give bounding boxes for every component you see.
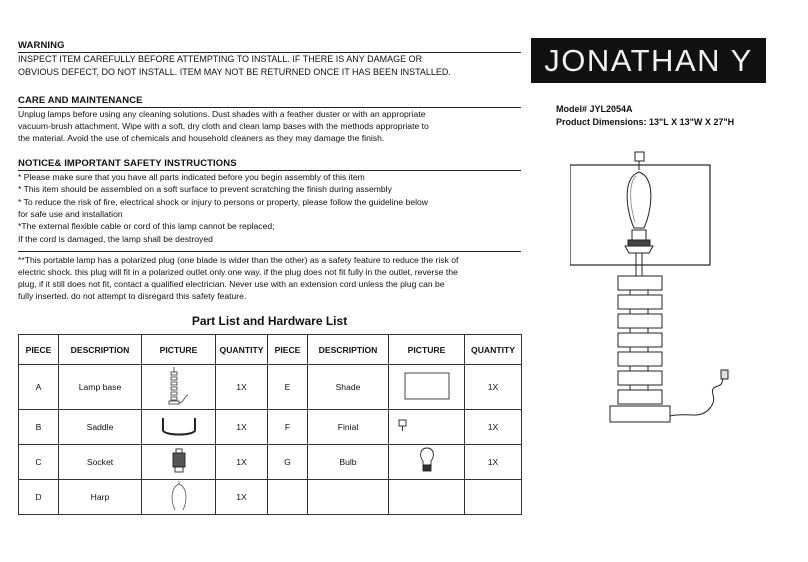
piece-cell: D	[19, 480, 59, 515]
parts-table	[18, 334, 522, 515]
saddle-icon	[159, 414, 199, 438]
care-line-2: vacuum-brush attachment. Wipe with a soft, dry cloth and clean lamp bases with the methods appropriate to	[18, 121, 429, 131]
warning-title: WARNING	[18, 40, 65, 51]
piece-cell: E	[268, 365, 308, 410]
piece-cell: A	[19, 365, 59, 410]
care-line-1: Unplug lamps before using any cleaning solutions. Dust shades with a feather duster or with an appropriate	[18, 109, 426, 119]
quantity-cell: 1X	[216, 410, 268, 445]
quantity-cell: 1X	[465, 445, 522, 480]
description-cell: Saddle	[59, 410, 142, 445]
harp-icon	[168, 480, 190, 512]
header-quantity: QUANTITY	[216, 335, 268, 365]
description-cell: Socket	[59, 445, 142, 480]
parts-title: Part List and Hardware List	[191, 314, 348, 328]
plug-note-line-3: plug, if it still does not fit, contact a qualified electrician. Never use with an extension cord unless the plug can be	[18, 279, 445, 289]
piece-cell: B	[19, 410, 59, 445]
quantity-cell: 1X	[465, 365, 522, 410]
notice-line-1: * Please make sure that you have all parts indicated before you begin assembly of this item	[18, 172, 365, 182]
header-piece: PIECE	[19, 335, 59, 365]
picture-cell	[389, 480, 465, 515]
table-row	[19, 445, 522, 480]
finial-icon	[397, 419, 409, 433]
description-cell: Bulb	[308, 445, 389, 480]
picture-cell	[389, 365, 465, 410]
divider	[18, 251, 521, 252]
picture-cell	[142, 480, 216, 515]
quantity-cell: 1X	[216, 480, 268, 515]
piece-cell: G	[268, 445, 308, 480]
notice-title: NOTICE& IMPORTANT SAFETY INSTRUCTIONS	[18, 158, 237, 169]
quantity-cell: 1X	[216, 445, 268, 480]
piece-cell: C	[19, 445, 59, 480]
table-header-row	[19, 335, 522, 365]
description-cell: Lamp base	[59, 365, 142, 410]
header-piece: PIECE	[268, 335, 308, 365]
notice-line-5: *The external flexible cable or cord of this lamp cannot be replaced;	[18, 221, 275, 231]
notice-line-3: * To reduce the risk of fire, electrical shock or injury to persons or property, please follow the guideline below	[18, 197, 429, 207]
quantity-cell: 1X	[465, 410, 522, 445]
care-line-3: the material. Avoid the use of chemicals and household cleaners as they may damage the finish.	[18, 133, 385, 143]
description-cell	[308, 480, 389, 515]
header-picture: PICTURE	[389, 335, 465, 365]
description-cell: Finial	[308, 410, 389, 445]
warning-line-1: INSPECT ITEM CAREFULLY BEFORE ATTEMPTING TO INSTALL. IF THERE IS ANY DAMAGE OR	[18, 54, 423, 64]
notice-line-2: * This item should be assembled on a soft surface to prevent scratching the finish during assembly	[18, 184, 392, 194]
brand-logo: JONATHAN Y	[531, 38, 766, 83]
warning-line-2: OBVIOUS DEFECT, DO NOT INSTALL. ITEM MAY NOT BE RETURNED ONCE IT HAS BEEN INSTALLED.	[18, 67, 451, 77]
lamp-illustration	[570, 150, 740, 430]
model-number: Model# JYL2054A	[556, 104, 633, 114]
table-row	[19, 410, 522, 445]
picture-cell	[142, 365, 216, 410]
plug-note-line-2: electric shock. this plug will fit in a polarized outlet only one way. if the plug does not fit fully in the outlet, reverse the	[18, 267, 458, 277]
quantity-cell: 1X	[216, 365, 268, 410]
plug-note-line-4: fully inserted. do not attempt to disregard this safety feature.	[18, 291, 247, 301]
header-description: DESCRIPTION	[308, 335, 389, 365]
picture-cell	[389, 410, 465, 445]
picture-cell	[142, 410, 216, 445]
plug-note-line-1: **This portable lamp has a polarized plug (one blade is wider than the other) as a safety feature to reduce the risk of	[18, 255, 459, 265]
piece-cell	[268, 480, 308, 515]
quantity-cell	[465, 480, 522, 515]
description-cell: Shade	[308, 365, 389, 410]
notice-line-6: If the cord is damaged, the lamp shall be destroyed	[18, 234, 213, 244]
header-quantity: QUANTITY	[465, 335, 522, 365]
lamp-base-icon	[164, 366, 194, 406]
picture-cell	[389, 445, 465, 480]
piece-cell: F	[268, 410, 308, 445]
socket-icon	[169, 448, 189, 474]
notice-line-4: for safe use and installation	[18, 209, 123, 219]
product-dimensions: Product Dimensions: 13"L X 13"W X 27"H	[556, 117, 735, 127]
header-description: DESCRIPTION	[59, 335, 142, 365]
bulb-icon	[417, 447, 437, 475]
description-cell: Harp	[59, 480, 142, 515]
care-title: CARE AND MAINTENANCE	[18, 95, 143, 106]
table-row	[19, 480, 522, 515]
shade-icon	[403, 371, 451, 401]
picture-cell	[142, 445, 216, 480]
table-row	[19, 365, 522, 410]
header-picture: PICTURE	[142, 335, 216, 365]
